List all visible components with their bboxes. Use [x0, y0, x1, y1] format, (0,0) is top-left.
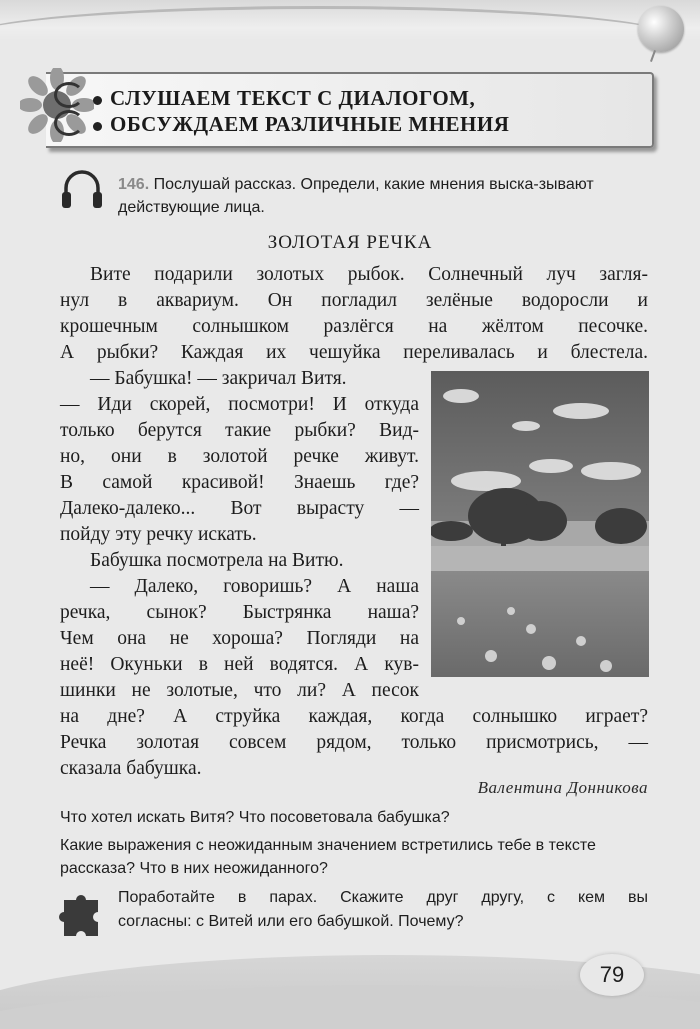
page-number: 79: [599, 962, 625, 987]
story-line: В самой красивой! Знаешь где?: [60, 472, 419, 493]
section-title-line-2: ОБСУЖДАЕМ РАЗЛИЧНЫЕ МНЕНИЯ: [110, 112, 510, 136]
story-line: Чем она не хороша? Погляди на: [60, 628, 419, 649]
story-line: — Иди скорей, посмотри! И откуда: [60, 394, 419, 415]
question-2: Какие выражения с неожиданным значением встретились тебе в тексте рассказа? Что в них неожиданного?: [60, 837, 596, 877]
bullet-icon: [93, 96, 102, 105]
story-line: Бабушка посмотрела на Витю.: [90, 550, 344, 571]
story-line: речка, сынок? Быстрянка наша?: [60, 602, 419, 623]
page-number-badge: [580, 954, 644, 996]
balloon-string: [650, 50, 656, 62]
story-line: только берутся такие рыбки? Вид-: [60, 420, 419, 441]
story-line: неё! Окуньки в ней водятся. А кув-: [60, 654, 419, 675]
pair-work-task: [118, 886, 648, 934]
story-line: — Далеко, говоришь? А наша: [90, 576, 419, 597]
pair-work-line-1: Поработайте в парах. Скажите друг другу, с кем вы: [118, 889, 648, 906]
question-1: Что хотел искать Витя? Что посоветовала бабушка?: [60, 809, 450, 826]
story-line: пойду эту речку искать.: [60, 524, 257, 545]
story-line: Далеко-далеко... Вот вырасту —: [60, 498, 419, 519]
story-line: шинки не золотые, что ли? А песок: [60, 680, 419, 701]
story-line: сказала бабушка.: [60, 758, 202, 779]
spiral-ring-icon: [54, 110, 84, 136]
balloon-icon: [638, 6, 684, 52]
story-line: на дне? А струйка каждая, когда солнышко играет?: [60, 706, 648, 727]
puzzle-icon: [58, 892, 104, 940]
story-line: крошечным солнышком разлёгся на жёлтом песочке.: [60, 316, 648, 337]
task-146: [118, 173, 650, 219]
story-line: но, они в золотой речке живут.: [60, 446, 419, 467]
section-title-line-1: СЛУШАЕМ ТЕКСТ С ДИАЛОГОМ,: [110, 86, 476, 110]
bullet-icon: [93, 122, 102, 131]
story-line: — Бабушка! — закричал Витя.: [90, 368, 347, 389]
headphones-icon: [60, 168, 104, 212]
story-author: Валентина Донникова: [477, 778, 648, 797]
story-line: нул в аквариум. Он погладил зелёные водоросли и: [60, 290, 648, 311]
task-text: Послушай рассказ. Определи, какие мнения выска-зывают действующие лица.: [118, 176, 594, 216]
spiral-ring-icon: [54, 82, 84, 108]
task-number: 146.: [118, 176, 150, 193]
story-title: ЗОЛОТАЯ РЕЧКА: [267, 232, 433, 253]
pair-work-line-2: согласны: с Витей или его бабушкой. Почему?: [118, 913, 464, 930]
story-line: А рыбки? Каждая их чешуйка переливалась и блестела.: [60, 342, 648, 363]
landscape-photo: [431, 371, 649, 677]
story-line: Вите подарили золотых рыбок. Солнечный луч загля-: [90, 264, 648, 285]
story-line: Речка золотая совсем рядом, только присмотрись, —: [60, 732, 648, 753]
